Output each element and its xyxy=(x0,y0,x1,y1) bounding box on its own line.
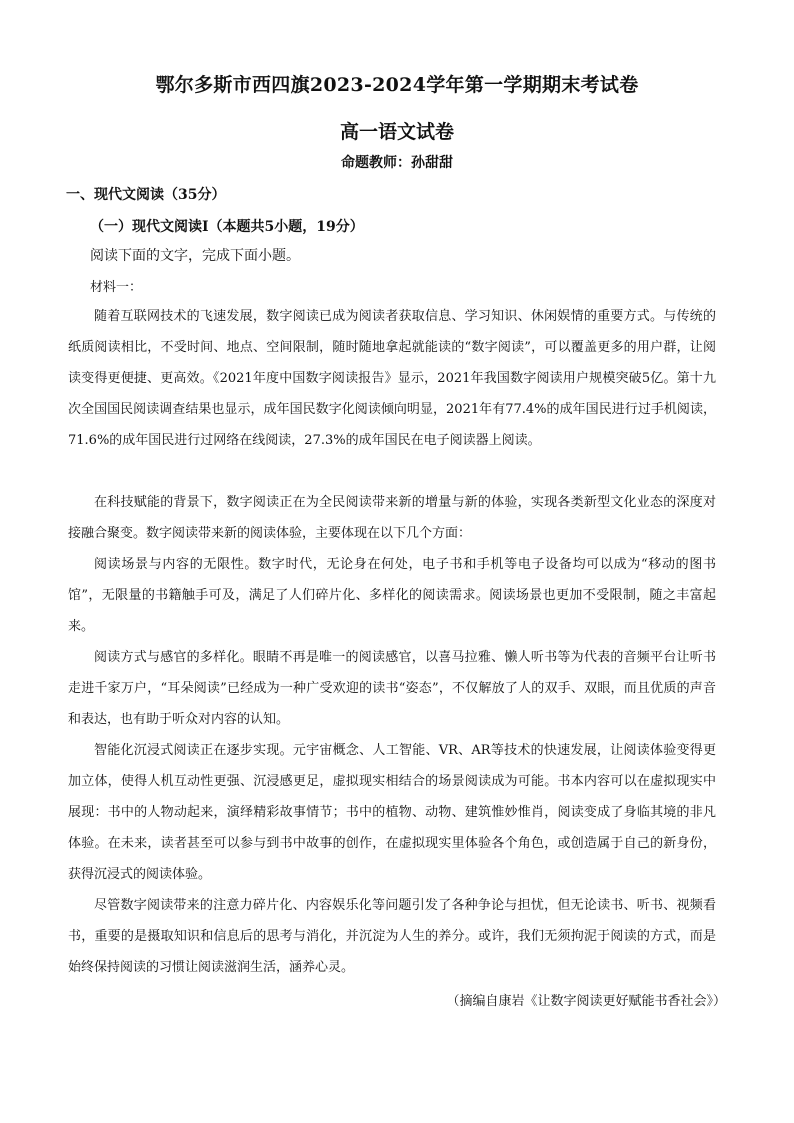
material-label: 材料一： xyxy=(90,280,143,295)
article-paragraph: 阅读方式与感官的多样化。眼睛不再是唯一的阅读感官，以喜马拉雅、懒人听书等为代表的音频平台让听书走进千家万户，“耳朵阅读”已经成为一种广受欢迎的读书“姿态”，不仅解放了人的双手、双眼，而且优质的声音和表达，也有助于听众对内容的认知。 xyxy=(68,650,716,727)
subsection-heading: （一）现代文阅读Ⅰ（本题共5小题，19分） xyxy=(90,219,364,235)
article-paragraph: 在科技赋能的背景下，数字阅读正在为全民阅读带来新的增量与新的体验，实现各类新型文化业态的深度对接融合聚变。数字阅读带来新的阅读体验，主要体现在以下几个方面： xyxy=(68,495,716,541)
exam-title: 鄂尔多斯市西四旗2023-2024学年第一学期期末考试卷 xyxy=(155,74,639,96)
exam-subtitle: 高一语文试卷 xyxy=(339,121,454,143)
article-paragraph: 阅读场景与内容的无限性。数字时代，无论身在何处，电子书和手机等电子设备均可以成为“移动的图书馆”，无限量的书籍触手可及，满足了人们碎片化、多样化的阅读需求。阅读场景也更加不受限制，随之丰富起来。 xyxy=(68,557,716,634)
reading-instruction: 阅读下面的文字，完成下面小题。 xyxy=(90,248,300,264)
exam-author: 命题教师：孙甜甜 xyxy=(341,155,453,171)
article-paragraph: 尽管数字阅读带来的注意力碎片化、内容娱乐化等问题引发了各种争论与担忧，但无论读书、听书、视频看书，重要的是摄取知识和信息后的思考与消化，并沉淀为人生的养分。或许，我们无须拘泥于阅读的方式，而是始终保持阅读的习惯让阅读滋润生活，涵养心灵。 xyxy=(68,898,716,975)
article-source: （摘编自康岩《让数字阅读更好赋能书香社会》） xyxy=(446,994,726,1009)
article-paragraph: 随着互联网技术的飞速发展，数字阅读已成为阅读者获取信息、学习知识、休闲娱情的重要方式。与传统的纸质阅读相比，不受时间、地点、空间限制，随时随地拿起就能读的“数字阅读”，可以覆盖更多的用户群，让阅读变得更便捷、更高效。《2021年度中国数字阅读报告》显示，2021年我国数字阅读用户规模突破5亿。第十九次全国国民阅读调查结果也显示，成年国民数字化阅读倾向明显，2021年有77.4%的成年国民进行过手机阅读，71.6%的成年国民进行过网络在线阅读，27.3%的成年国民在电子阅读器上阅读。 xyxy=(68,309,716,448)
article-paragraph: 智能化沉浸式阅读正在逐步实现。元宇宙概念、人工智能、VR、AR等技术的快速发展，让阅读体验变得更加立体，使得人机互动性更强、沉浸感更足，虚拟现实相结合的场景阅读成为可能。书本内容可以在虚拟现实中展现：书中的人物动起来，演绎精彩故事情节；书中的植物、动物、建筑惟妙惟肖，阅读变成了身临其境的非凡体验。在未来，读者甚至可以参与到书中故事的创作，在虚拟现实里体验各个角色，或创造属于自己的新身份，获得沉浸式的阅读体验。 xyxy=(68,743,716,882)
section-heading: 一、现代文阅读（35分） xyxy=(66,187,226,203)
